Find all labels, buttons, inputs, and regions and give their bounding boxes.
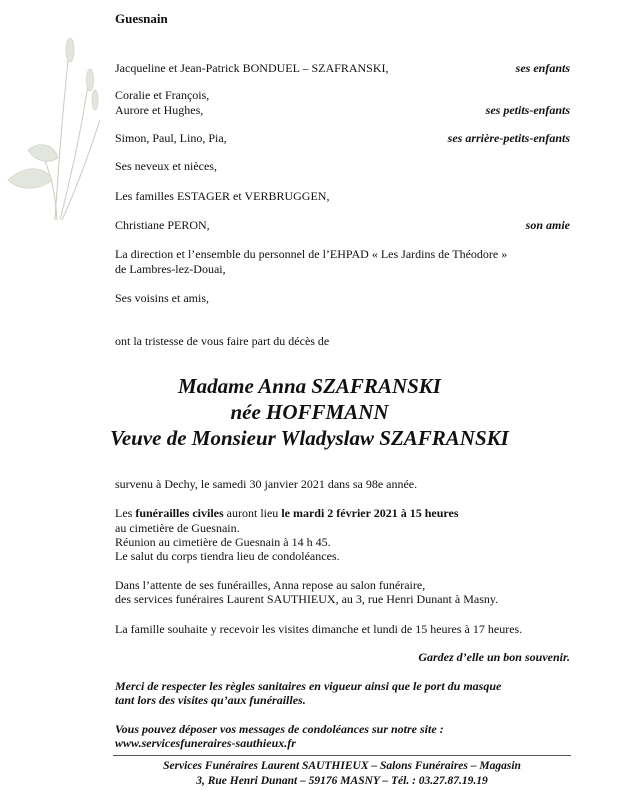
death-info: survenu à Dechy, le samedi 30 janvier 2021 dans sa 98e année.: [115, 477, 418, 491]
condolences-line1: Vous pouvez déposer vos messages de condoléances sur notre site :: [115, 722, 444, 736]
family-friend-relation: son amie: [525, 218, 570, 232]
town-heading: Guesnain: [115, 11, 168, 26]
family-grandchildren-name-line1: Coralie et François,: [115, 88, 210, 102]
memory-text: Gardez d’elle un bon souvenir.: [418, 650, 570, 664]
funeral-line2: au cimetière de Guesnain.: [115, 521, 240, 535]
neighbors-friends: Ses voisins et amis,: [115, 291, 210, 305]
footer-line1: Services Funéraires Laurent SAUTHIEUX – Salons Funéraires – Magasin: [163, 760, 521, 772]
funeral-date: le mardi 2 février 2021 à 15 heures: [281, 506, 459, 520]
family-nephews-nieces: Ses neveux et nièces,: [115, 159, 217, 173]
deceased-name: Madame Anna SZAFRANSKI: [178, 374, 441, 398]
condolences-website-link[interactable]: www.servicesfuneraires-sauthieux.fr: [115, 736, 296, 750]
family-grandchildren-name-line2: Aurore et Hughes,: [115, 103, 204, 117]
funeral-type: funérailles civiles: [135, 506, 224, 520]
family-friend-name: Christiane PERON,: [115, 218, 210, 232]
sanitary-line1: Merci de respecter les règles sanitaires en vigueur ainsi que le port du masque: [115, 679, 502, 693]
ehpad-line2: de Lambres-lez-Douai,: [115, 262, 226, 276]
funeral-line1-mid: auront lieu: [223, 506, 282, 520]
rest-line2: des services funéraires Laurent SAUTHIEUX, au 3, rue Henri Dunant à Masny.: [115, 592, 499, 606]
footer-line2: 3, Rue Henri Dunant – 59176 MASNY – Tél. : 03.27.87.19.19: [196, 775, 488, 787]
footer-divider: [113, 755, 571, 756]
family-great-grandchildren-names: Simon, Paul, Lino, Pia,: [115, 131, 227, 145]
visits-text: La famille souhaite y recevoir les visites dimanche et lundi de 15 heures à 17 heures.: [115, 622, 523, 636]
funeral-line1-pre: Les: [115, 506, 136, 520]
family-children-relation: ses enfants: [515, 61, 570, 75]
family-great-grandchildren-relation: ses arrière-petits-enfants: [447, 131, 570, 145]
lily-flower-illustration: [0, 30, 115, 230]
family-children-names: Jacqueline et Jean-Patrick BONDUEL – SZAFRANSKI,: [115, 61, 389, 75]
deceased-maiden-name: née HOFFMANN: [230, 400, 389, 424]
funeral-line4: Le salut du corps tiendra lieu de condoléances.: [115, 549, 340, 563]
sanitary-line2: tant lors des visites qu’aux funérailles.: [115, 693, 306, 707]
family-relatives: Les familles ESTAGER et VERBRUGGEN,: [115, 189, 330, 203]
rest-line1: Dans l’attente de ses funérailles, Anna repose au salon funéraire,: [115, 578, 426, 592]
ehpad-line1: La direction et l’ensemble du personnel de l’EHPAD « Les Jardins de Théodore »: [115, 247, 508, 261]
funeral-line3: Réunion au cimetière de Guesnain à 14 h 45.: [115, 535, 331, 549]
funeral-line1: [115, 506, 459, 521]
announcement-text: ont la tristesse de vous faire part du décès de: [115, 334, 330, 348]
family-grandchildren-relation: ses petits-enfants: [485, 103, 570, 117]
deceased-widow-of: Veuve de Monsieur Wladyslaw SZAFRANSKI: [110, 426, 509, 450]
